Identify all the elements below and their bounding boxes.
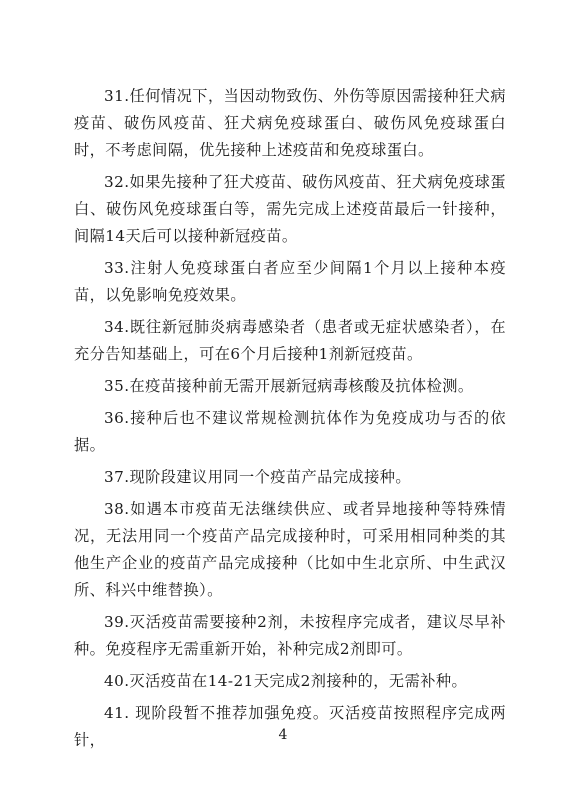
- paragraph-33: 33.注射人免疫球蛋白者应至少间隔1个月以上接种本疫苗，以免影响免疫效果。: [74, 259, 506, 304]
- paragraph-37: 37.现阶段建议用同一个疫苗产品完成接种。: [104, 468, 411, 486]
- paragraph-40: 40.灭活疫苗在14-21天完成2剂接种的，无需补种。: [104, 672, 468, 690]
- page-number: 4: [278, 727, 288, 743]
- paragraph-35: 35.在疫苗接种前无需开展新冠病毒核酸及抗体检测。: [104, 377, 474, 395]
- paragraph-41: 41. 现阶段暂不推荐加强免疫。灭活疫苗按照程序完成两针，: [74, 704, 506, 749]
- paragraph-31: 31.任何情况下，当因动物致伤、外伤等原因需接种狂犬病疫苗、破伤风疫苗、狂犬病免疫球蛋白、破伤风免疫球蛋白时，不考虑间隔，优先接种上述疫苗和免疫球蛋白。: [74, 87, 506, 159]
- paragraph-38: 38.如遇本市疫苗无法继续供应、或者异地接种等特殊情况，无法用同一个疫苗产品完成接种时，可采用相同种类的其他生产企业的疫苗产品完成接种（比如中生北京所、中生武汉所、科兴中维替换）。: [74, 500, 506, 599]
- document-body: [74, 83, 506, 759]
- paragraph-32: 32.如果先接种了狂犬疫苗、破伤风疫苗、狂犬病免疫球蛋白、破伤风免疫球蛋白等，需先完成上述疫苗最后一针接种，间隔14天后可以接种新冠疫苗。: [74, 173, 506, 245]
- paragraph-34: 34.既往新冠肺炎病毒感染者（患者或无症状感染者），在充分告知基础上，可在6个月后接种1剂新冠疫苗。: [74, 318, 506, 363]
- paragraph-36: 36.接种后也不建议常规检测抗体作为免疫成功与否的依据。: [74, 409, 506, 454]
- paragraph-39: 39.灭活疫苗需要接种2剂，未按程序完成者，建议尽早补种。免疫程序无需重新开始，补种完成2剂即可。: [74, 613, 506, 658]
